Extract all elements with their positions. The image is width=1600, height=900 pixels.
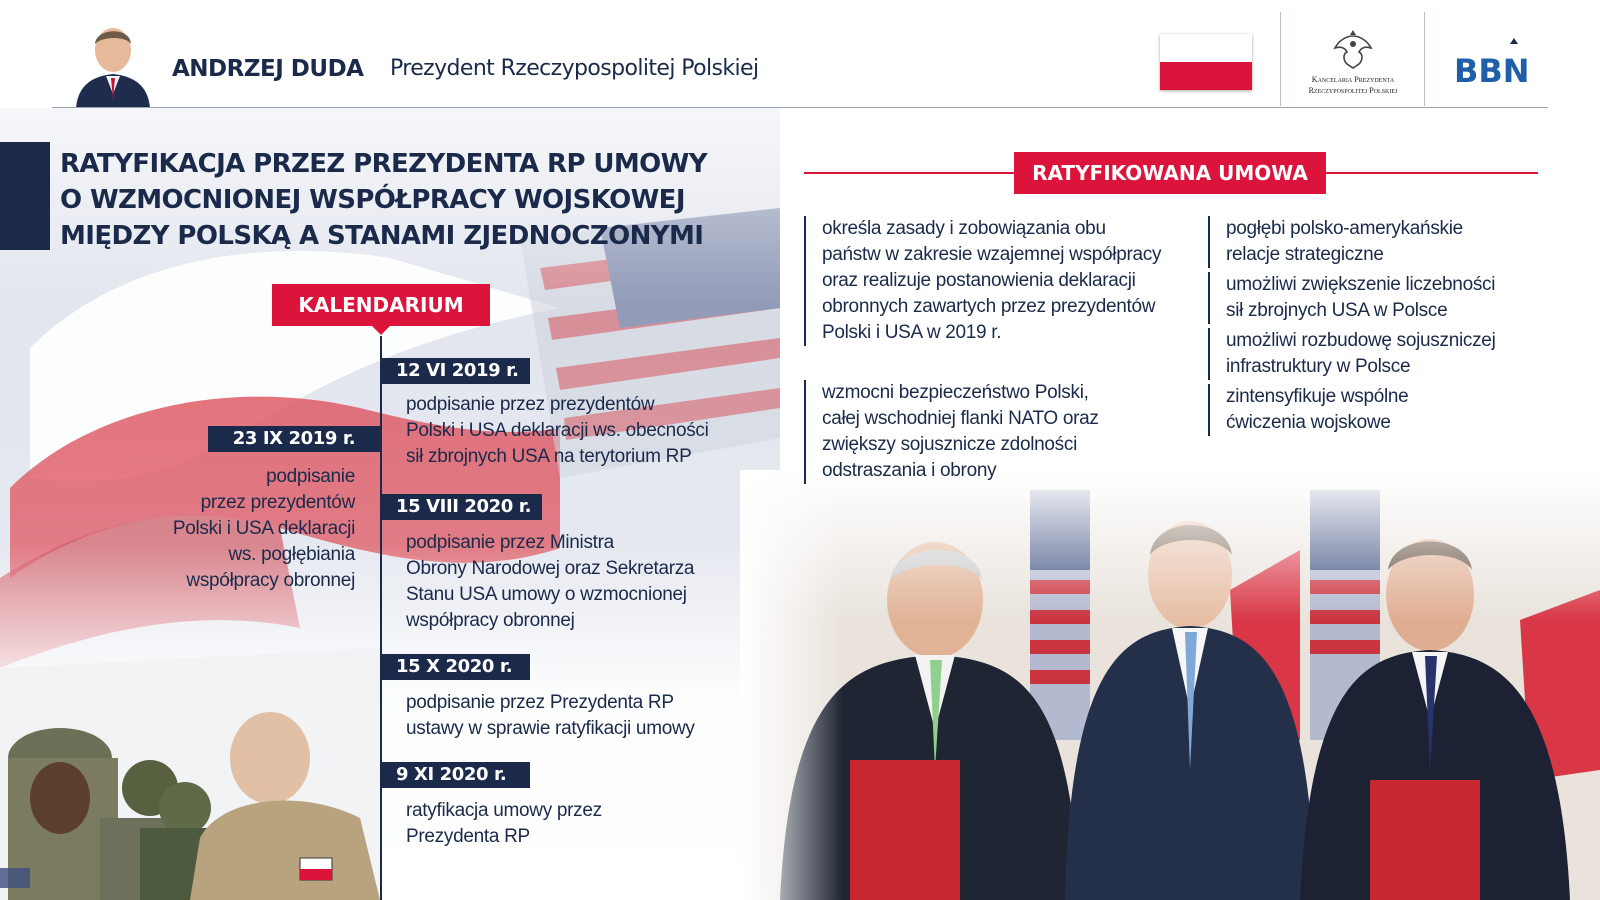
timeline-event-description: ratyfikacja umowy przez Prezydenta RP — [406, 800, 602, 847]
office-name-line1: Kancelaria Prezydenta — [1311, 75, 1395, 84]
timeline-event-description: podpisanie przez Prezydenta RP ustawy w sprawie ratyfikacji umowy — [406, 692, 695, 739]
timeline-line — [380, 336, 382, 900]
timeline-date: 9 XI 2020 r. — [382, 762, 530, 788]
signing-photo — [740, 470, 1600, 900]
agreement-point: zintensyfikuje wspólne ćwiczenia wojskowe — [1208, 384, 1548, 436]
timeline-date: 12 VI 2019 r. — [382, 358, 530, 384]
ratyfikowana-badge: RATYFIKOWANA UMOWA — [1014, 152, 1326, 194]
timeline-date: 15 VIII 2020 r. — [382, 494, 542, 520]
header-separator — [1280, 12, 1281, 106]
title-accent-bar — [0, 142, 50, 250]
timeline-event-description: podpisanie przez prezydentów Polski i USA deklaracji ws. obecności sił zbrojnych USA na terytorium RP — [406, 394, 709, 467]
polish-eagle-emblem-icon — [1333, 26, 1373, 70]
office-name-line2: Rzeczypospolitej Polskiej — [1308, 86, 1398, 95]
president-role: Prezydent Rzeczypospolitej Polskiej — [390, 56, 759, 81]
president-avatar — [66, 14, 160, 108]
timeline-date: 15 X 2020 r. — [382, 654, 530, 680]
timeline-event-description: podpisanie przez prezydentów Polski i USA deklaracji ws. pogłębiania współpracy obronnej — [172, 466, 355, 591]
kprp-logo — [1284, 22, 1422, 102]
bbn-logo-icon — [1452, 36, 1542, 92]
timeline-event-description: podpisanie przez Ministra Obrony Narodowej oraz Sekretarza Stanu USA umowy o wzmocnionej współpracy obronnej — [406, 532, 695, 631]
agreement-point: umożliwi rozbudowę sojuszniczej infrastruktury w Polsce — [1208, 328, 1548, 380]
agreement-point: wzmocni bezpieczeństwo Polski, całej wschodniej flanki NATO oraz zwiększy sojusznicze zdolności odstraszania i obrony — [804, 380, 1204, 484]
polish-flag-icon — [1160, 34, 1252, 90]
agreement-point: umożliwi zwiększenie liczebności sił zbrojnych USA w Polsce — [1208, 272, 1548, 324]
president-name: ANDRZEJ DUDA — [172, 56, 364, 82]
agreement-point: pogłębi polsko-amerykańskie relacje strategiczne — [1208, 216, 1548, 268]
agreement-point: określa zasady i zobowiązania obu państw w zakresie wzajemnej współpracy oraz realizuje postanowienia deklaracji obronnych zawartych przez prezydentów Polski i USA w 2019 r. — [804, 216, 1204, 346]
bbn-logo-text: BBN — [1454, 52, 1530, 90]
kalendarium-pointer — [372, 326, 390, 335]
page-title-line: MIĘDZY POLSKĄ A STANAMI ZJEDNOCZONYMI — [60, 221, 704, 251]
page-title — [60, 146, 760, 254]
kalendarium-badge: KALENDARIUM — [272, 284, 490, 326]
page-title-line: RATYFIKACJA PRZEZ PREZYDENTA RP UMOWY — [60, 149, 707, 179]
page-title-line: O WZMOCNIONEJ WSPÓŁPRACY WOJSKOWEJ — [60, 185, 685, 215]
header — [0, 0, 1600, 108]
header-separator — [1424, 12, 1425, 106]
timeline-date: 23 IX 2019 r. — [208, 426, 380, 452]
